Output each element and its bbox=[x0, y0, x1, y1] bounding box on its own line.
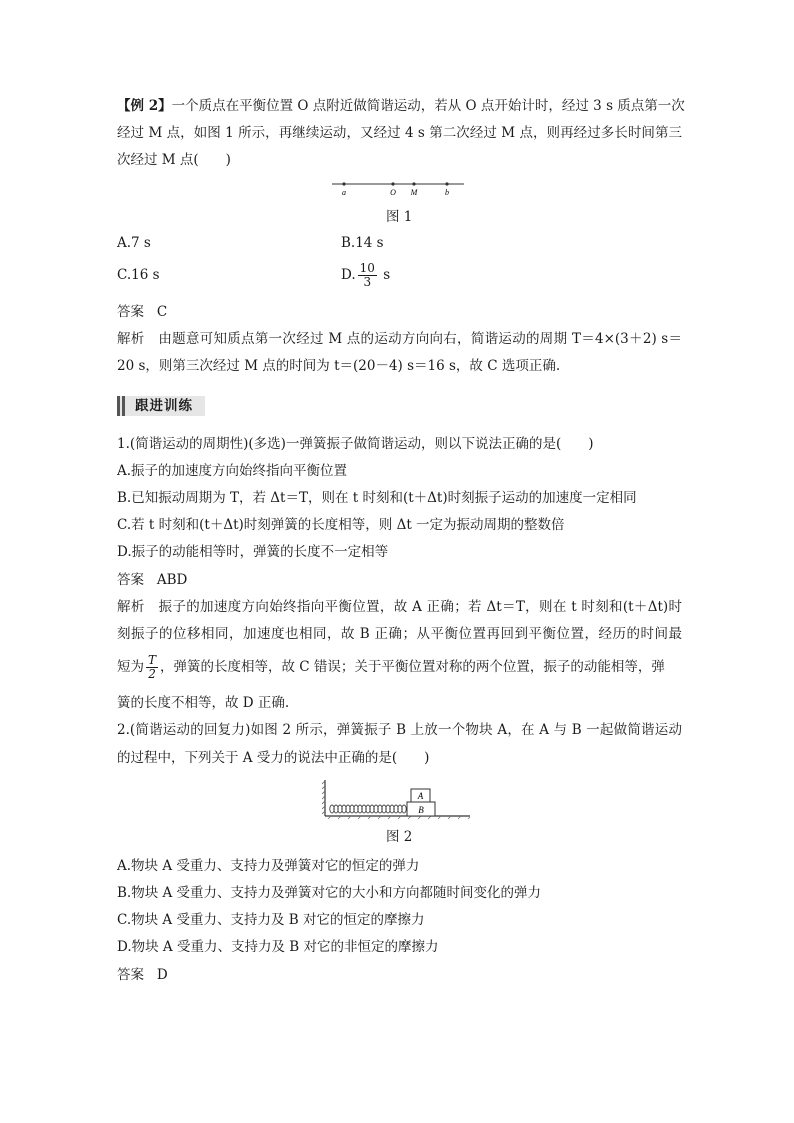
fraction-denominator: 2 bbox=[148, 667, 156, 681]
example-option-a: A.7 s bbox=[117, 235, 151, 251]
q2-option-a: A.物块 A 受重力、支持力及弹簧对它的恒定的弹力 bbox=[117, 858, 420, 874]
example-question-line-2: 经过 M 点，如图 1 所示，再继续运动，又经过 4 s 第二次经过 M 点，则再经过多长时间第三 bbox=[117, 125, 682, 141]
q2-option-b: B.物块 A 受重力、支持力及弹簧对它的大小和方向都随时间变化的弹力 bbox=[117, 885, 542, 901]
fig1-label-o: O bbox=[390, 188, 396, 197]
q1-analysis-line-1 bbox=[117, 597, 682, 617]
figure-1-number-line bbox=[330, 176, 466, 200]
q2-answer bbox=[117, 965, 682, 985]
analysis-text-1: 振子的加速度方向始终指向平衡位置，故 A 正确；若 Δt＝T，则在 t 时刻和(t＋Δt)时 bbox=[158, 599, 682, 615]
q1-option-d: D.振子的动能相等时，弹簧的长度不一定相等 bbox=[117, 544, 389, 560]
q2-stem-line-1: 2.(简谐运动的回复力)如图 2 所示，弹簧振子 B 上放一个物块 A，在 A 与 B 一起做简谐运动 bbox=[117, 722, 682, 738]
q1-option-b: B.已知振动周期为 T，若 Δt＝T，则在 t 时刻和(t＋Δt)时刻振子运动的加速度一定相同 bbox=[117, 490, 637, 506]
answer-label: 答案 bbox=[117, 967, 144, 983]
q1-stem: 1.(简谐运动的周期性)(多选)一弹簧振子做简谐运动，则以下说法正确的是( ) bbox=[117, 436, 594, 452]
example-option-c: C.16 s bbox=[117, 267, 160, 283]
analysis-fraction bbox=[146, 654, 158, 681]
q1-option-c: C.若 t 时刻和(t＋Δt)时刻弹簧的长度相等，则 Δt 一定为振动周期的整数倍 bbox=[117, 517, 565, 533]
figure-2-spring-system bbox=[322, 778, 472, 822]
example-question-text-1: 一个质点在平衡位置 O 点附近做简谐运动，若从 O 点开始计时，经过 3 s 质点第一次 bbox=[171, 98, 685, 114]
analysis-text-1: 由题意可知质点第一次经过 M 点的运动方向向右，简谐运动的周期 T＝4×(3＋2) s＝ bbox=[158, 331, 683, 347]
fig1-label-m: M bbox=[410, 188, 418, 197]
example-question-line-3: 次经过 M 点( ) bbox=[117, 152, 231, 168]
option-d-denominator: 3 bbox=[363, 275, 372, 289]
example-analysis-line-2: 20 s，则第三次经过 M 点的时间为 t＝(20－4) s＝16 s，故 C 选项正确. bbox=[117, 358, 561, 374]
section-header-bar bbox=[122, 396, 125, 416]
option-d-numerator: 10 bbox=[359, 261, 375, 275]
q2-option-c: C.物块 A 受重力、支持力及 B 对它的恒定的摩擦力 bbox=[117, 912, 425, 928]
answer-value: C bbox=[156, 304, 168, 320]
example-tag: 【例 2】 bbox=[117, 98, 172, 114]
analysis-text-3-pre: 短为 bbox=[117, 659, 144, 675]
example-option-b: B.14 s bbox=[341, 235, 384, 251]
answer-label: 答案 bbox=[117, 572, 144, 588]
option-d-unit: s bbox=[383, 267, 391, 283]
example-analysis-line-1 bbox=[117, 329, 682, 349]
option-d-prefix: D. bbox=[341, 267, 356, 283]
analysis-text-3-post: ，弹簧的长度相等，故 C 错误；关于平衡位置对称的两个位置，振子的动能相等，弹 bbox=[160, 659, 665, 675]
figure-2-caption: 图 2 bbox=[386, 829, 413, 845]
fraction-numerator: T bbox=[148, 653, 157, 667]
section-title: 跟进训练 bbox=[135, 398, 193, 414]
option-d-fraction bbox=[358, 262, 377, 289]
q1-analysis-line-3 bbox=[117, 650, 682, 684]
q1-analysis-line-4: 簧的长度不相等，故 D 正确. bbox=[117, 695, 290, 711]
answer-label: 答案 bbox=[117, 304, 144, 320]
fig2-block-b-label: B bbox=[418, 805, 424, 815]
analysis-label: 解析 bbox=[117, 331, 145, 347]
q1-analysis-line-2: 刻振子的位移相同，加速度也相同，故 B 正确；从平衡位置再回到平衡位置，经历的时间最 bbox=[117, 626, 682, 642]
fig1-label-a: a bbox=[342, 188, 346, 197]
example-answer bbox=[117, 302, 682, 322]
q2-option-d: D.物块 A 受重力、支持力及 B 对它的非恒定的摩擦力 bbox=[117, 939, 439, 955]
q2-stem-line-2: 的过程中，下列关于 A 受力的说法中正确的是( ) bbox=[117, 750, 430, 766]
section-header bbox=[117, 396, 205, 416]
q1-option-a: A.振子的加速度方向始终指向平衡位置 bbox=[117, 463, 348, 479]
answer-value: ABD bbox=[156, 572, 188, 588]
fig2-block-a-label: A bbox=[417, 791, 424, 801]
example-question-line-1 bbox=[117, 96, 685, 116]
q1-answer bbox=[117, 570, 682, 590]
section-header-bar bbox=[117, 396, 120, 416]
fig1-label-b: b bbox=[445, 188, 449, 197]
example-option-d bbox=[341, 258, 390, 292]
figure-1-caption: 图 1 bbox=[386, 209, 413, 225]
analysis-label: 解析 bbox=[117, 599, 145, 615]
answer-value: D bbox=[156, 967, 168, 983]
